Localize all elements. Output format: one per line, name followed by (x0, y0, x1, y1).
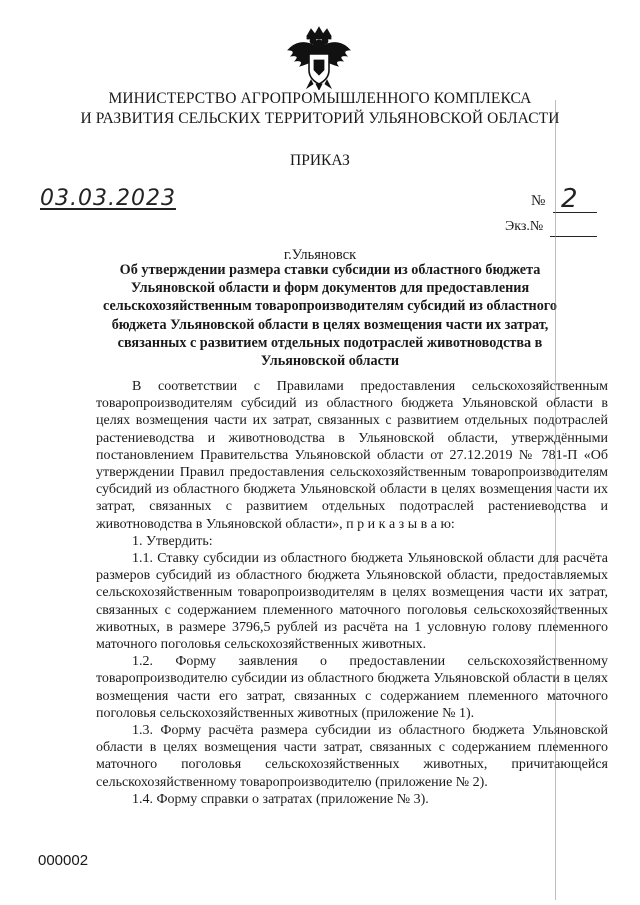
coat-of-arms-icon (285, 26, 353, 90)
order-type-heading: ПРИКАЗ (290, 152, 350, 169)
order-number-label: № (531, 193, 546, 209)
copy-number-underline (550, 236, 597, 237)
document-title: Об утверждении размера ставки субсидии из областного бюджета Ульяновской области и форм документов для предоставления сельскохозяйственным товаропроизводителям субсидий из областного бюджета Ульяновской области в целях возмещения части их затрат, связанных с развитием отдельных подотраслей животноводства в Ульяновской области (102, 262, 557, 370)
city-name: г.Ульяновск (283, 247, 357, 263)
item-1: 1. Утвердить: (132, 533, 213, 549)
ministry-name-line-2: И РАЗВИТИЯ СЕЛЬСКИХ ТЕРРИТОРИЙ УЛЬЯНОВСКОЙ ОБЛАСТИ (80, 110, 560, 127)
ministry-name-line-1: МИНИСТЕРСТВО АГРОПРОМЫШЛЕННОГО КОМПЛЕКСА (108, 90, 532, 107)
item-1-4: 1.4. Форму справки о затратах (приложение № 3). (132, 791, 429, 807)
preamble-paragraph: В соответствии с Правилами предоставления сельскохозяйственным товаропроизводителям субсидий из областного бюджета Ульяновской области в целях возмещения части их затрат, связанных с развитием отдельных подотраслей растениеводства и животноводства в Ульяновской области, утверждёнными постановлением Правительства Ульяновской области от 27.12.2019 № 781-П «Об утверждении Правил предоставления сельскохозяйственным товаропроизводителям субсидий из областного бюджета Ульяновской области в целях возмещения части их затрат, связанных с развитием отдельных подотраслей растениеводства и животноводства в Ульяновской области», п р и к а з ы в а ю: (96, 379, 608, 532)
order-number-handwritten: 2 (561, 184, 578, 214)
item-1-2: 1.2. Форму заявления о предоставлении сельскохозяйственному товаропроизводителю субсидии из областного бюджета Ульяновской области в целях возмещения части его затрат, связанных с содержанием племенного маточного поголовья сельскохозяйственных животных (приложение № 1). (96, 654, 608, 721)
scan-artifact-line (555, 100, 556, 900)
page-code: 000002 (38, 852, 89, 869)
order-date-handwritten: 03.03.2023 (40, 186, 176, 211)
order-number-underline (553, 212, 597, 213)
item-1-1: 1.1. Ставку субсидии из областного бюджета Ульяновской области для расчёта размеров субсидий из областного бюджета Ульяновской области, предоставляемых сельскохозяйственным товаропроизводителям в целях возмещения части их затрат, связанных с содержанием племенного маточного поголовья сельскохозяйственных животных, в размере 3796,5 рублей из расчёта на 1 условную голову племенного маточного поголовья сельскохозяйственных животных. (96, 551, 608, 653)
document-body (96, 378, 608, 808)
item-1-3: 1.3. Форму расчёта размера субсидии из областного бюджета Ульяновской области в целях возмещения части затрат, связанных с содержанием племенного маточного поголовья сельскохозяйственных животных, причитающейся сельскохозяйственному товаропроизводителю (приложение № 2). (96, 723, 608, 790)
copy-number-label: Экз.№ (505, 219, 544, 234)
